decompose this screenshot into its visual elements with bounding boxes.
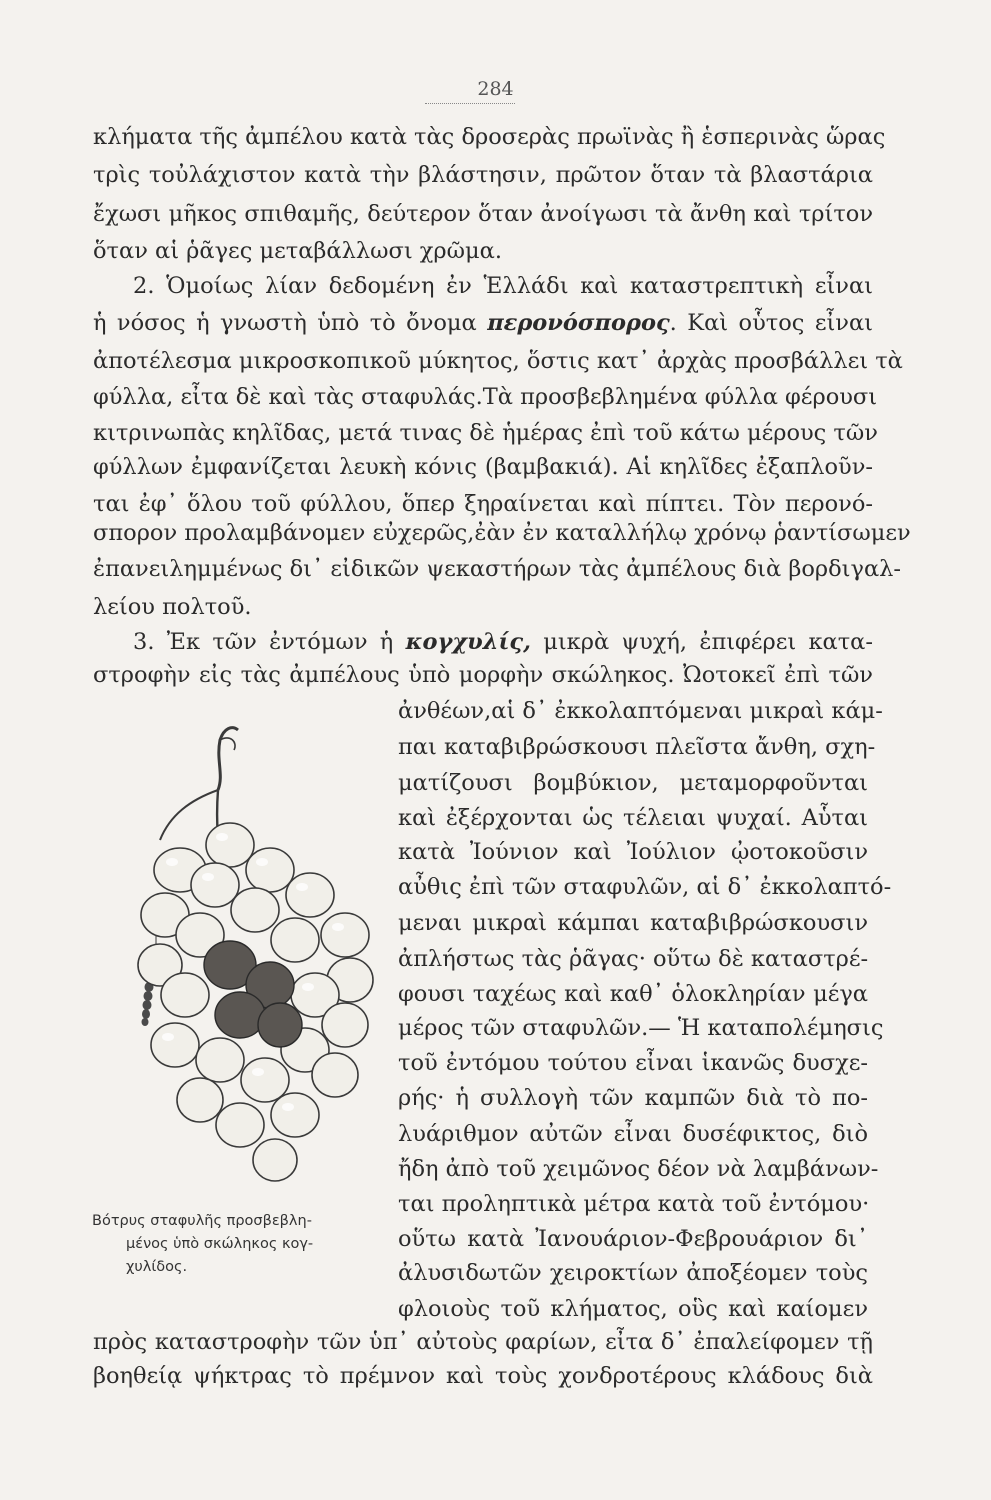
caption-line: μένος ὑπὸ σκώληκος κογ- [126, 1236, 314, 1252]
text-line: ἔχωσι μῆκος σπιθαμῆς, δεύτερον ὅταν ἀνοίγωσι τὰ ἄνθη καὶ τρίτον [93, 201, 873, 227]
text-line: φύλλα, εἶτα δὲ καὶ τὰς σταφυλάς.Τὰ προσβεβλημένα φύλλα φέρουσι [93, 384, 878, 410]
grape-bunch-illustration [120, 720, 385, 1190]
text-fragment: . Καὶ οὗτος εἶναι [669, 310, 873, 336]
text-line: φλοιοὺς τοῦ κλήματος, οὓς καὶ καίομεν [398, 1296, 868, 1322]
text-line: ματίζουσι βομβύκιον, μεταμορφοῦνται [398, 770, 868, 796]
text-line: βοηθείᾳ ψήκτρας τὸ πρέμνον καὶ τοὺς χονδροτέρους κλάδους διὰ [93, 1363, 873, 1389]
text-line: ται ἐφ᾽ ὅλου τοῦ φύλλου, ὅπερ ξηραίνεται καὶ πίπτει. Τὸν περονό- [93, 491, 873, 517]
text-line: κατὰ Ἰούνιον καὶ Ἰούλιον ᾠοτοκοῦσιν [398, 839, 868, 865]
text-line [93, 308, 873, 338]
text-line: μεναι μικραὶ κάμπαι καταβιβρώσκουσιν [398, 910, 868, 936]
text-line: ται προληπτικὰ μέτρα κατὰ τοῦ ἐντόμου· [398, 1191, 870, 1217]
text-line: παι καταβιβρώσκουσι πλεῖστα ἄνθη, σχη- [398, 734, 876, 760]
text-line: φουσι ταχέως καὶ καθ᾽ ὁλοκληρίαν μέγα [398, 981, 868, 1007]
text-line: ἀνθέων,αἱ δ᾽ ἐκκολαπτόμεναι μικραὶ κάμ- [398, 698, 883, 724]
text-line: ἀπλήστως τὰς ῥᾶγας· οὕτω δὲ καταστρέ- [398, 946, 869, 972]
text-line: ὅταν αἱ ῥᾶγες μεταβάλλωσι χρῶμα. [93, 238, 502, 264]
text-line: ἀλυσιδωτῶν χειροκτίων ἀποξέομεν τοὺς [398, 1260, 868, 1286]
text-line: μέρος τῶν σταφυλῶν.— Ἡ καταπολέμησις [398, 1015, 884, 1041]
text-fragment: ἡ νόσος ἡ γνωστὴ ὑπὸ τὸ ὄνομα [93, 310, 488, 336]
text-line: ἀποτέλεσμα μικροσκοπικοῦ μύκητος, ὅστις κατ᾽ ἀρχὰς προσβάλλει τὰ [93, 348, 903, 374]
page-number: 284 [477, 78, 514, 100]
text-line: πρὸς καταστροφὴν τῶν ὑπ᾽ αὐτοὺς φαρίων, εἶτα δ᾽ ἐπαλείφομεν τῇ [93, 1329, 873, 1355]
term-peronosporos: περονόσπορος [487, 310, 670, 336]
text-line: ἐπανειλημμένως δι᾽ εἰδικῶν ψεκαστήρων τὰς ἀμπέλους διὰ βορδιγαλ- [93, 556, 902, 582]
text-line: οὕτω κατὰ Ἰανουάριον-Φεβρουάριον δι᾽ [398, 1226, 868, 1252]
text-line: κλήματα τῆς ἀμπέλου κατὰ τὰς δροσερὰς πρωϊνὰς ἢ ἑσπερινὰς ὥρας [93, 124, 886, 150]
text-line: σπορον προλαμβάνομεν εὐχερῶς,ἐὰν ἐν καταλλήλῳ χρόνῳ ῥαντίσωμεν [93, 520, 911, 546]
text-fragment: 3. Ἐκ τῶν ἐντόμων ἡ [133, 629, 406, 655]
figure-caption [92, 1210, 392, 1279]
text-line: φύλλων ἐμφανίζεται λευκὴ κόνις (βαμβακιά). Αἱ κηλῖδες ἐξαπλοῦν- [93, 454, 873, 480]
text-line: ἤδη ἀπὸ τοῦ χειμῶνος δέον νὰ λαμβάνων- [398, 1156, 879, 1182]
text-line: ρής· ἡ συλλογὴ τῶν καμπῶν διὰ τὸ πο- [398, 1085, 868, 1111]
text-line: λείου πολτοῦ. [93, 594, 252, 620]
text-line: λυάριθμον αὐτῶν εἶναι δυσέφικτος, διὸ [398, 1121, 868, 1147]
text-fragment: μικρὰ ψυχή, ἐπιφέρει κατα- [530, 629, 873, 655]
text-line: 2. Ὁμοίως λίαν δεδομένη ἐν Ἑλλάδι καὶ καταστρεπτικὴ εἶναι [133, 273, 873, 299]
text-line [133, 627, 873, 657]
text-line: στροφὴν εἰς τὰς ἀμπέλους ὑπὸ μορφὴν σκώληκος. Ὠοτοκεῖ ἐπὶ τῶν [93, 662, 873, 688]
caption-line: Βότρυς σταφυλῆς προσβεβλη- [92, 1213, 312, 1229]
text-line: κιτρινωπὰς κηλῖδας, μετά τινας δὲ ἡμέρας ἐπὶ τοῦ κάτω μέρους τῶν [93, 420, 878, 446]
page-number-rule [425, 103, 515, 104]
term-kogchylis: κογχυλίς, [405, 629, 531, 655]
text-line: τοῦ ἐντόμου τούτου εἶναι ἱκανῶς δυσχε- [398, 1050, 868, 1076]
text-line: αὖθις ἐπὶ τῶν σταφυλῶν, αἱ δ᾽ ἐκκολαπτό- [398, 874, 892, 900]
text-line: τρὶς τοὐλάχιστον κατὰ τὴν βλάστησιν, πρῶτον ὅταν τὰ βλαστάρια [93, 162, 873, 188]
text-line: καὶ ἐξέρχονται ὡς τέλειαι ψυχαί. Αὗται [398, 805, 868, 831]
caption-line: χυλίδος. [126, 1259, 188, 1275]
